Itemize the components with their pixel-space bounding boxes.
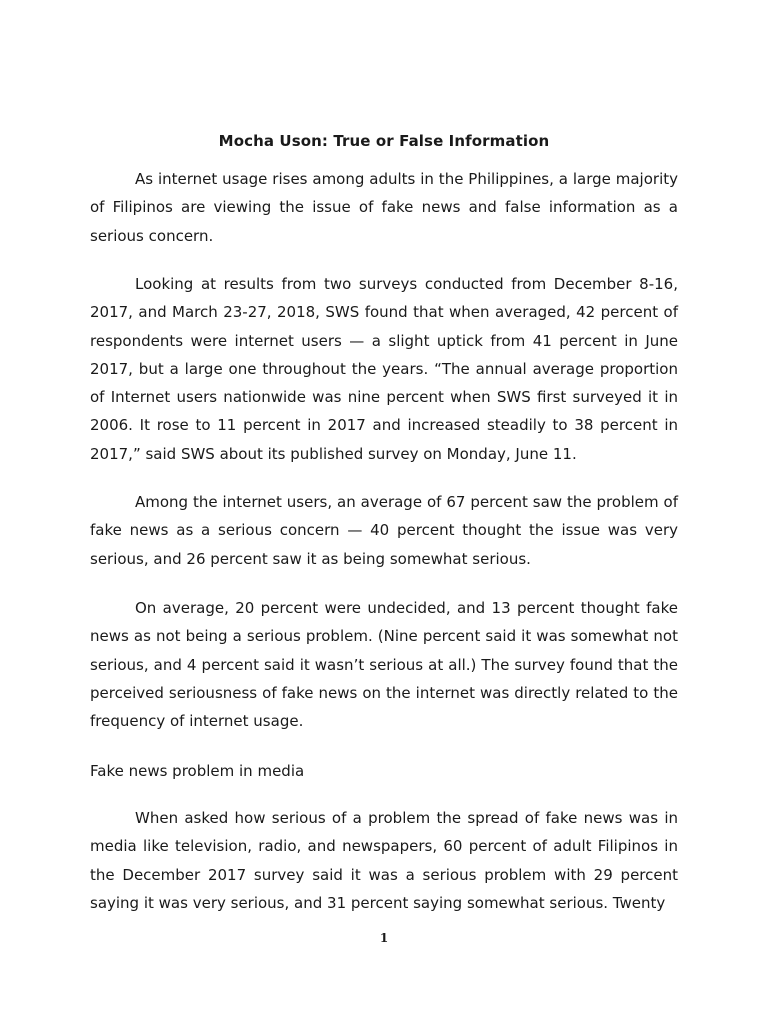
paragraph-4: On average, 20 percent were undecided, and 13 percent thought fake news as not being a serious problem. (Nine percent said it was somewhat not serious, and 4 percent said it wasn’t serious at all.) The survey found that the perceived seriousness of fake news on the internet was directly related to the frequency of internet usage. [90,599,678,731]
paragraph-3: Among the internet users, an average of 67 percent saw the problem of fake news as a serious concern — 40 percent thought the issue was very serious, and 26 percent saw it as being somewhat serious. [90,493,678,568]
document-title: Mocha Uson: True or False Information [218,132,550,150]
page-number: 1 [379,931,389,945]
paragraph-5: When asked how serious of a problem the spread of fake news was in media like television, radio, and newspapers, 60 percent of adult Filipinos in the December 2017 survey said it was a serious problem with 29 percent saying it was very serious, and 31 percent saying somewhat serious. Twenty [90,809,678,912]
paragraph-1: As internet usage rises among adults in the Philippines, a large majority of Filipinos are viewing the issue of fake news and false information as a serious concern. [90,170,678,245]
paragraph-2: Looking at results from two surveys conducted from December 8-16, 2017, and March 23-27, 2018, SWS found that when averaged, 42 percent of respondents were internet users — a slight uptick from 41 percent in June 2017, but a large one throughout the years. “The annual average proportion of Internet users nationwide was nine percent when SWS first surveyed it in 2006. It rose to 11 percent in 2017 and increased steadily to 38 percent in 2017,” said SWS about its published survey on Monday, June 11. [90,275,678,463]
section-subheading: Fake news problem in media [90,762,305,780]
